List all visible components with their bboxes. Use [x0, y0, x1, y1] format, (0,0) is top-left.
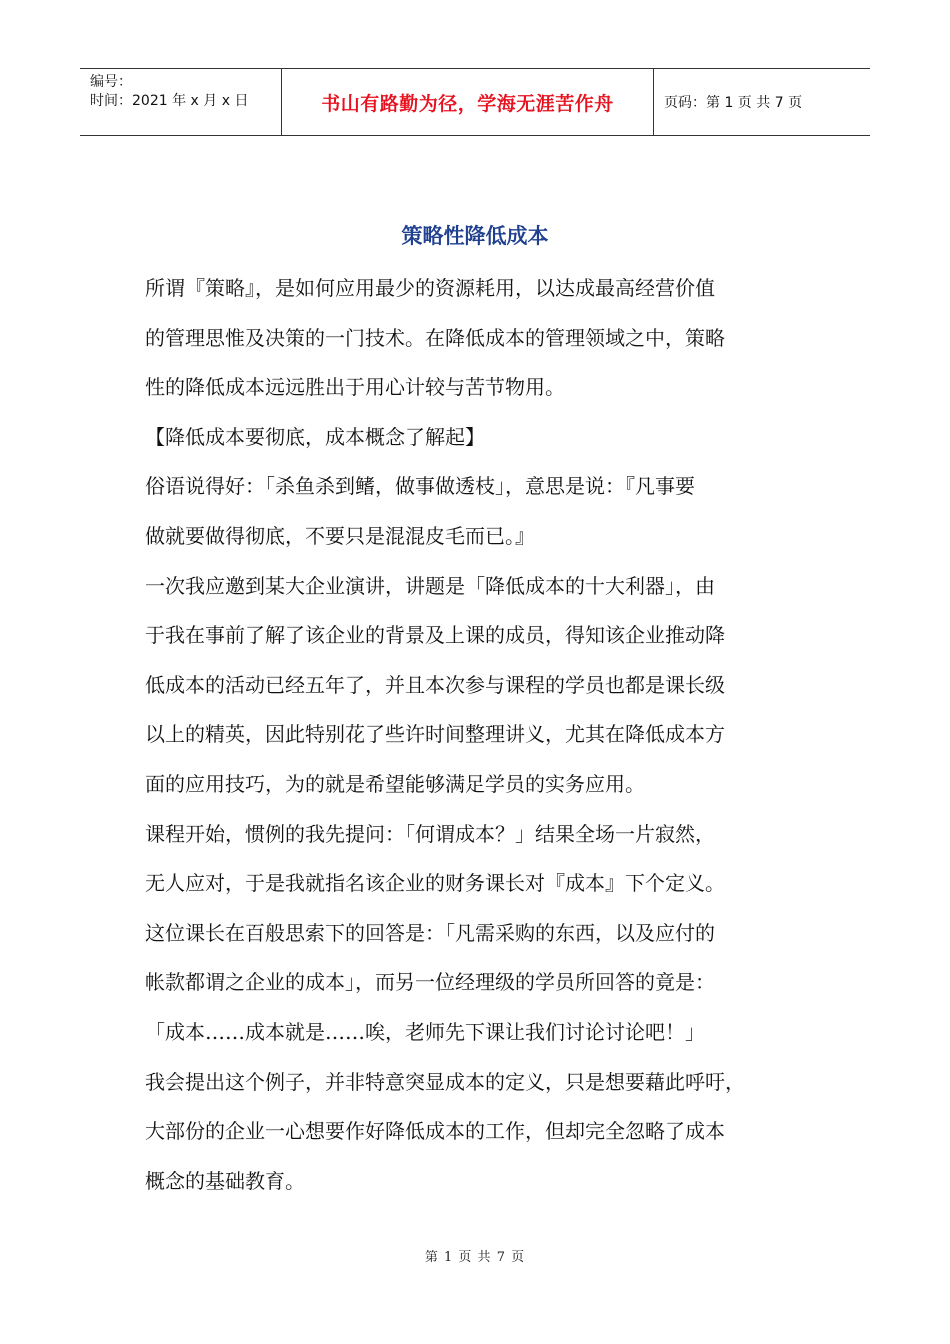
time-label: 时间：2021 年 x 月 x 日	[90, 93, 249, 109]
body-line: 「成本……成本就是……唉，老师先下课让我们讨论讨论吧！」	[145, 1019, 705, 1044]
body-line: 低成本的活动已经五年了，并且本次参与课程的学员也都是课长级	[145, 672, 725, 697]
body-line: 我会提出这个例子，并非特意突显成本的定义，只是想要藉此呼吁，	[145, 1069, 745, 1094]
header-page-cell	[654, 69, 870, 135]
body-line: 概念的基础教育。	[145, 1168, 305, 1193]
body-line: 一次我应邀到某大企业演讲，讲题是「降低成本的十大利器」，由	[145, 573, 715, 598]
body-line: 性的降低成本远远胜出于用心计较与苦节物用。	[145, 375, 565, 400]
section-heading: 【降低成本要彻底，成本概念了解起】	[145, 424, 485, 449]
page-footer: 第 1 页 共 7 页	[424, 1250, 526, 1265]
motto-text: 书山有路勤为径，学海无涯苦作舟	[321, 92, 614, 115]
header-meta-cell	[80, 69, 282, 135]
body-line: 的管理思惟及决策的一门技术。在降低成本的管理领域之中，策略	[145, 325, 725, 350]
body-line: 俗语说得好：「杀鱼杀到鳍，做事做透枝」，意思是说：『凡事要	[145, 474, 695, 499]
body-line: 大部份的企业一心想要作好降低成本的工作，但却完全忽略了成本	[145, 1119, 725, 1144]
body-line: 帐款都谓之企业的成本」，而另一位经理级的学员所回答的竟是：	[145, 970, 715, 995]
body-line: 面的应用技巧，为的就是希望能够满足学员的实务应用。	[145, 771, 645, 796]
body-line: 无人应对，于是我就指名该企业的财务课长对『成本』下个定义。	[145, 871, 725, 896]
header-motto-cell	[282, 69, 654, 135]
body-line: 这位课长在百般思索下的回答是：「凡需采购的东西，以及应付的	[145, 920, 715, 945]
code-label: 编号：	[90, 74, 132, 90]
body-line: 做就要做得彻底，不要只是混混皮毛而已。』	[145, 523, 535, 548]
page-info: 页码：第 1 页 共 7 页	[664, 95, 803, 111]
body-line: 以上的精英，因此特别花了些许时间整理讲义，尤其在降低成本方	[145, 722, 725, 747]
body-line: 所谓『策略』，是如何应用最少的资源耗用，以达成最高经营价值	[145, 276, 715, 300]
document-header	[80, 68, 870, 136]
body-text	[145, 264, 815, 1206]
body-line: 课程开始，惯例的我先提问：「何谓成本？」结果全场一片寂然，	[145, 821, 715, 846]
document-title: 策略性降低成本	[401, 224, 549, 248]
body-line: 于我在事前了解了该企业的背景及上课的成员，得知该企业推动降	[145, 623, 725, 648]
